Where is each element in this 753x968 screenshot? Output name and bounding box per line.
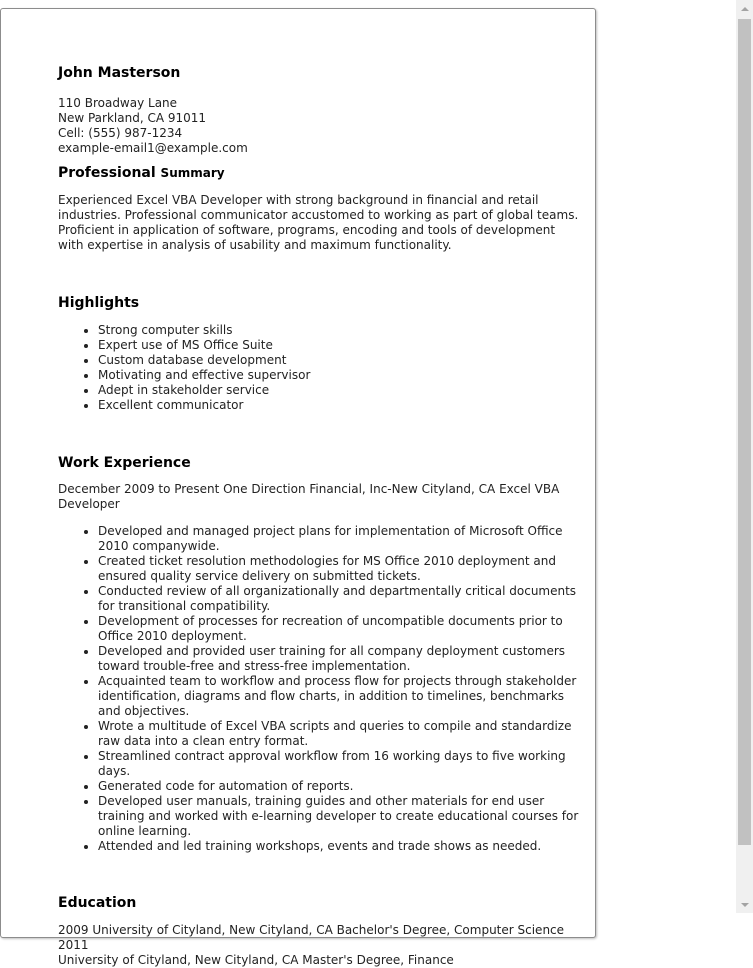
- summary-text: Experienced Excel VBA Developer with strong background in financial and retail industries. Professional communicator accustomed to working as part of global teams. Proficient in application of software, programs, encoding and tools of development with expertise in analysis of usability and maximum functionality.: [58, 193, 579, 252]
- triangle-up-icon: [741, 7, 749, 11]
- education-section: [58, 894, 583, 968]
- list-item: • Conducted review of all organizationally and departmentally critical documents for transitional compatibility.: [98, 584, 583, 614]
- education-line: University of Cityland, New Cityland, CA Master's Degree, Finance: [58, 953, 454, 967]
- contact-city: New Parkland, CA 91011: [58, 111, 207, 125]
- education-lines: [58, 923, 583, 968]
- contact-block: [58, 96, 583, 156]
- resume-name: John Masterson: [58, 65, 181, 81]
- summary-heading-small: Summary: [160, 166, 225, 180]
- scroll-up-button[interactable]: [736, 0, 753, 17]
- list-item: • Excellent communicator: [98, 398, 583, 413]
- list-item: • Acquainted team to workflow and process flow for projects through stakeholder identification, diagrams and flow charts, in addition to timelines, benchmarks and objectives.: [98, 674, 583, 719]
- resume-page: [0, 8, 596, 967]
- contact-email: example-email1@example.com: [58, 141, 248, 155]
- list-item: • Attended and led training workshops, events and trade shows as needed.: [98, 839, 583, 854]
- work-section: [58, 454, 583, 854]
- list-item: • Developed and managed project plans for implementation of Microsoft Office 2010 companywide.: [98, 524, 583, 554]
- list-item: • Generated code for automation of reports.: [98, 779, 583, 794]
- work-heading: Work Experience: [58, 455, 191, 471]
- list-item: • Motivating and effective supervisor: [98, 368, 583, 383]
- list-item: • Adept in stakeholder service: [98, 383, 583, 398]
- vertical-scrollbar[interactable]: [736, 0, 753, 913]
- highlights-list: [58, 323, 583, 413]
- list-item: • Created ticket resolution methodologies for MS Office 2010 deployment and ensured quality service delivery on submitted tickets.: [98, 554, 583, 584]
- highlights-heading: Highlights: [58, 295, 140, 311]
- scrollbar-thumb[interactable]: [738, 19, 751, 845]
- list-item: • Strong computer skills: [98, 323, 583, 338]
- education-line: 2009 University of Cityland, New Cityland, CA Bachelor's Degree, Computer Science 2011: [58, 923, 565, 952]
- triangle-down-icon: [741, 903, 749, 907]
- summary-section: [58, 164, 583, 253]
- list-item: • Developed user manuals, training guides and other materials for end user training and worked with e-learning developer to create educational courses for online learning.: [98, 794, 583, 839]
- list-item: • Custom database development: [98, 353, 583, 368]
- list-item: • Streamlined contract approval workflow from 16 working days to five working days.: [98, 749, 583, 779]
- contact-phone: Cell: (555) 987-1234: [58, 126, 183, 140]
- resume-content: [58, 64, 583, 968]
- list-item: • Development of processes for recreation of uncompatible documents prior to Office 2010 deployment.: [98, 614, 583, 644]
- work-list: [58, 524, 583, 854]
- job-line: December 2009 to Present One Direction Financial, Inc-New Cityland, CA Excel VBA Developer: [58, 482, 560, 511]
- summary-heading: [58, 164, 583, 182]
- list-item: • Expert use of MS Office Suite: [98, 338, 583, 353]
- list-item: • Developed and provided user training for all company deployment customers toward trouble-free and stress-free implementation.: [98, 644, 583, 674]
- highlights-section: [58, 294, 583, 413]
- summary-heading-main: Professional: [58, 165, 156, 181]
- scroll-down-button[interactable]: [736, 896, 753, 913]
- list-item: • Wrote a multitude of Excel VBA scripts and queries to compile and standardize raw data into a clean entry format.: [98, 719, 583, 749]
- education-heading: Education: [58, 895, 137, 911]
- contact-address: 110 Broadway Lane: [58, 96, 178, 110]
